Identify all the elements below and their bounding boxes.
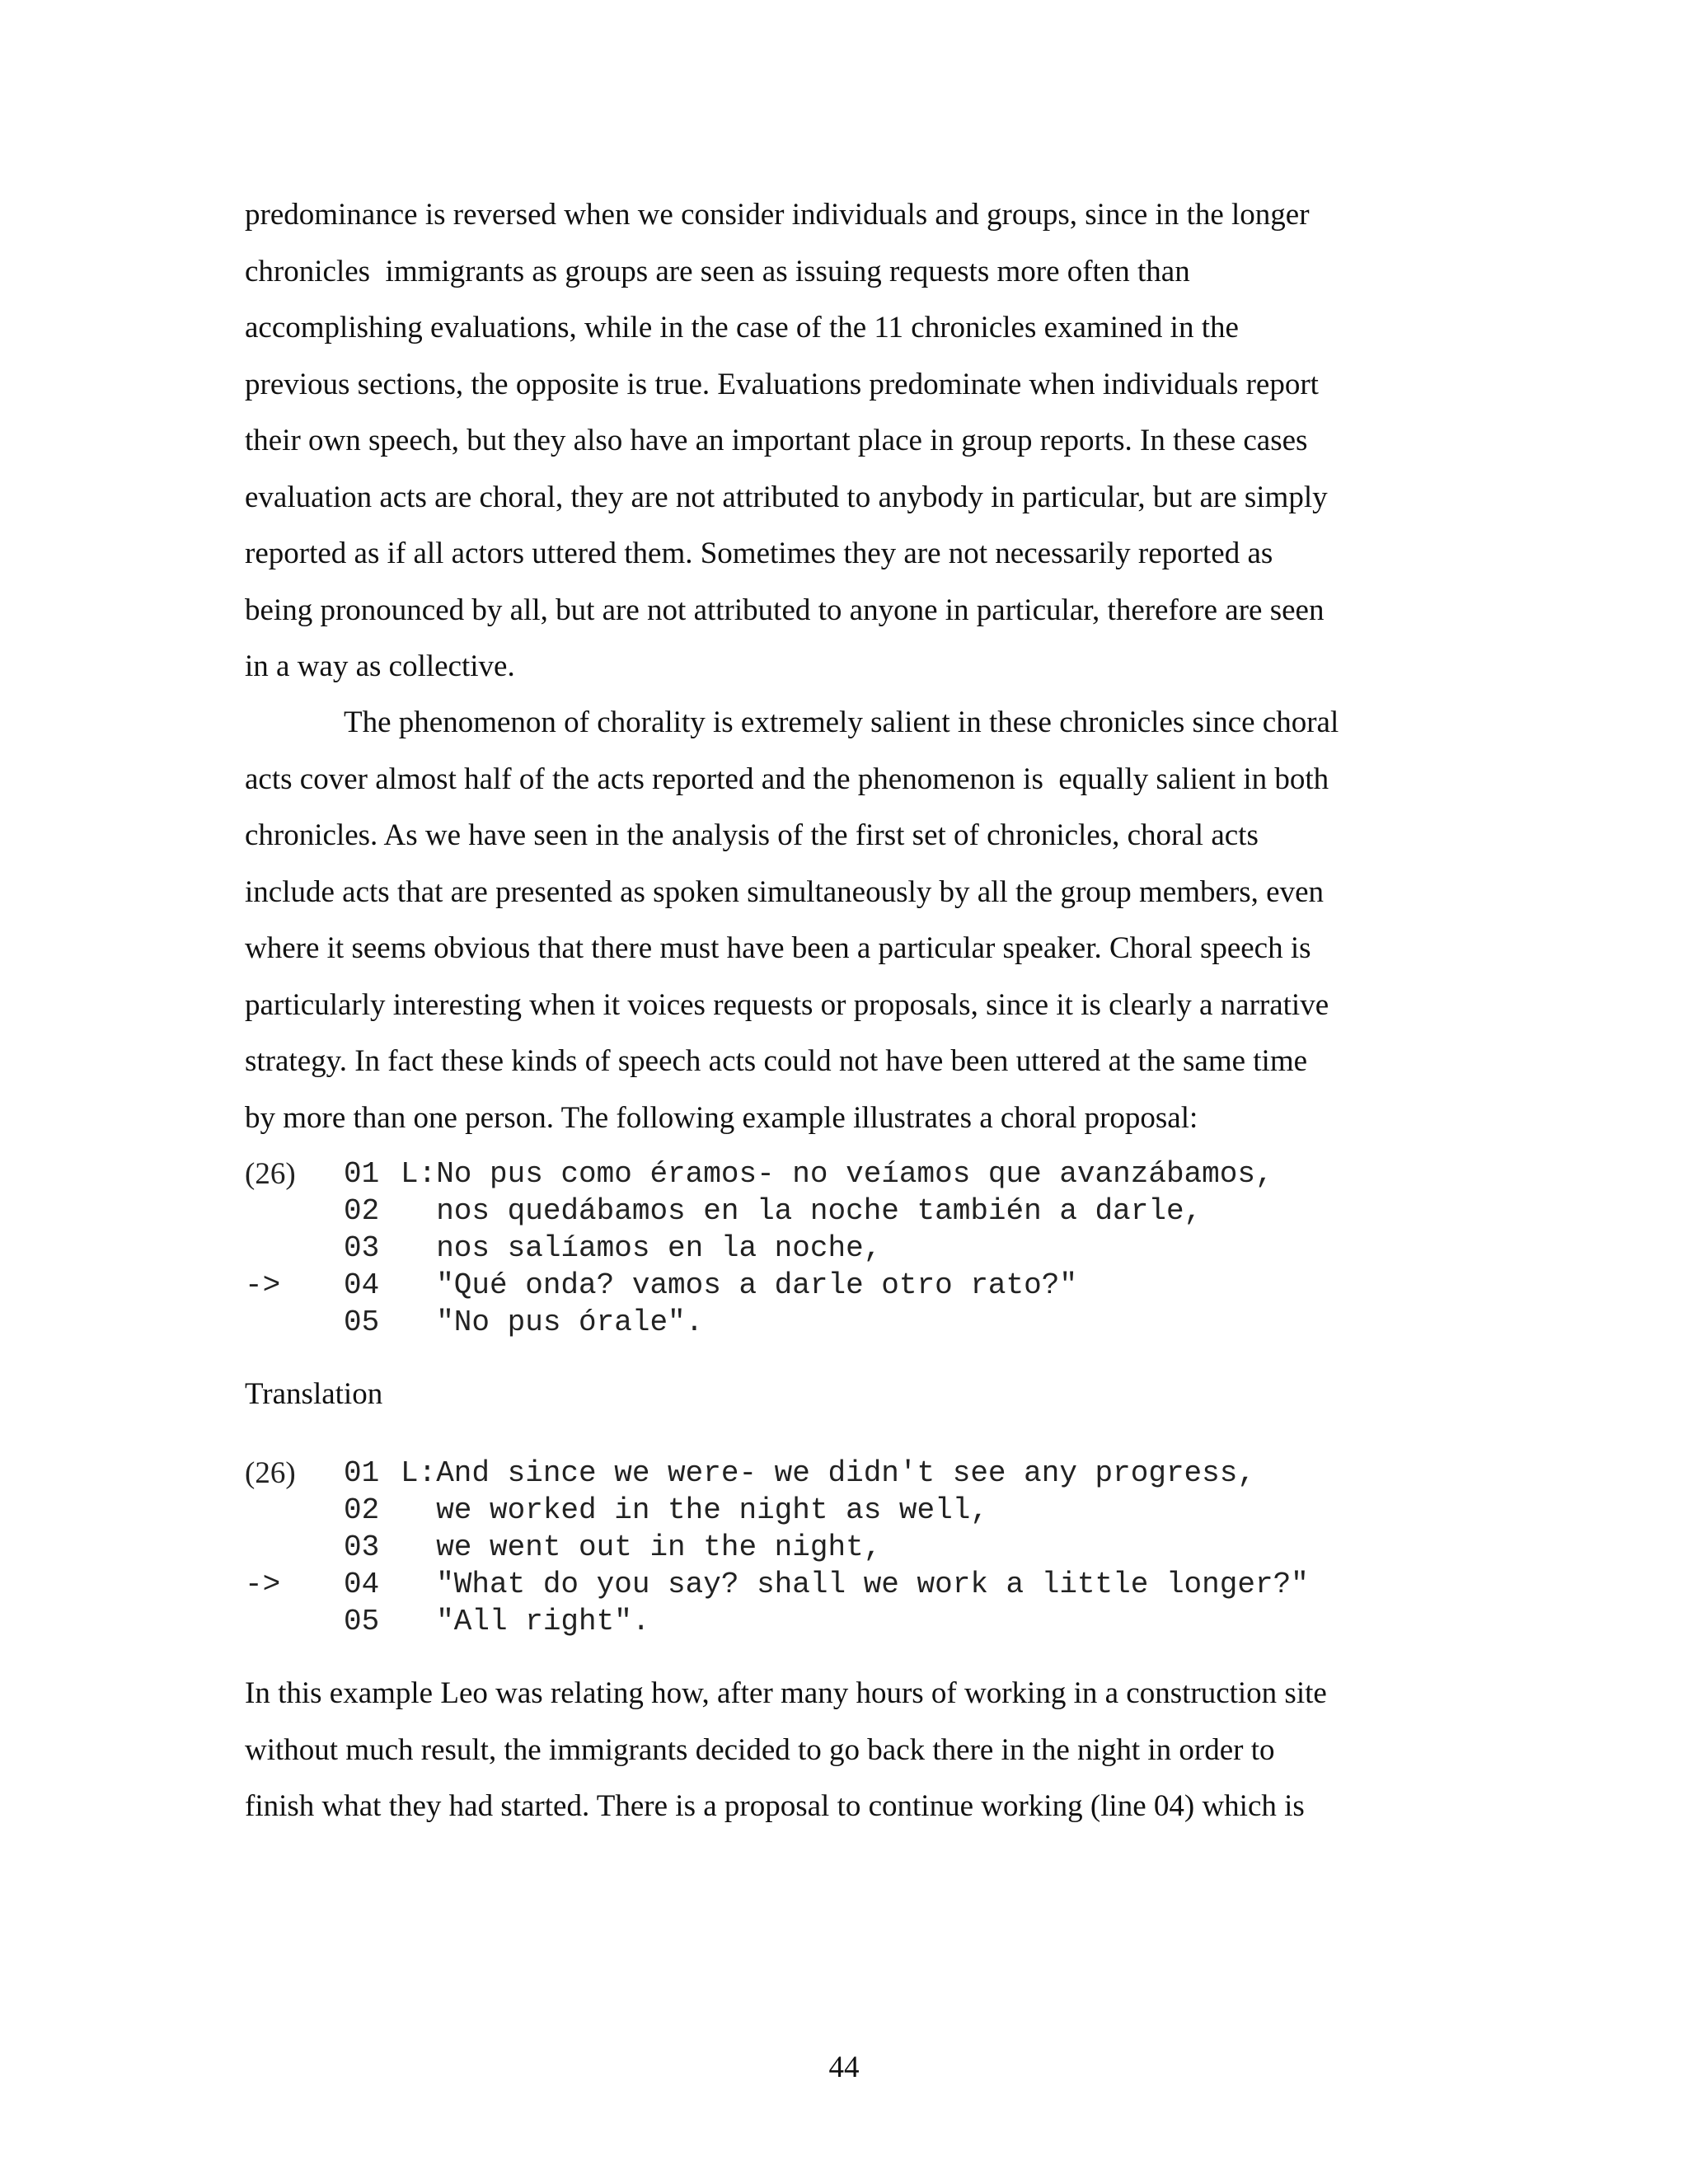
page-number: 44 (828, 2050, 860, 2084)
transcript-original (245, 1155, 1440, 1341)
line-number: 05 (344, 1605, 380, 1638)
line-number: 05 (344, 1305, 380, 1339)
text-line: their own speech, but they also have an important place in group reports. In these cases (245, 424, 1308, 457)
text-line: finish what they had started. There is a proposal to continue working (line 04) which is (245, 1789, 1305, 1823)
transcript-line (245, 1155, 1440, 1193)
line-text: we worked in the night as well, (401, 1493, 988, 1527)
text-line: The phenomenon of chorality is extremely salient in these chronicles since choral (344, 705, 1339, 739)
line-text: "Qué onda? vamos a darle otro rato?" (401, 1268, 1077, 1302)
text-line: accomplishing evaluations, while in the case of the 11 chronicles examined in the (245, 311, 1239, 344)
line-text: L:No pus como éramos- no veíamos que avanzábamos, (401, 1157, 1273, 1191)
text-line: where it seems obvious that there must have been a particular speaker. Choral speech is (245, 931, 1311, 965)
text-line: In this example Leo was relating how, after many hours of working in a construction site (245, 1676, 1327, 1710)
text-line: being pronounced by all, but are not attributed to anyone in particular, therefore are seen (245, 593, 1325, 627)
text-line: include acts that are presented as spoken simultaneously by all the group members, even (245, 874, 1325, 909)
transcript-line (245, 1529, 1440, 1566)
arrow-marker: -> (245, 1268, 281, 1302)
transcript-line (245, 1193, 1440, 1230)
text-line: strategy. In fact these kinds of speech acts could not have been uttered at the same time (245, 1044, 1308, 1078)
line-text: "All right". (401, 1605, 650, 1638)
text-line: particularly interesting when it voices requests or proposals, since it is clearly a narrative (245, 987, 1329, 1022)
line-number: 01 (344, 1456, 380, 1490)
line-number: 01 (344, 1157, 380, 1191)
transcript-line (245, 1304, 1440, 1341)
text-line: in a way as collective. (245, 649, 515, 683)
line-number: 04 (344, 1568, 380, 1601)
transcript-line (245, 1230, 1440, 1267)
body-paragraph-3 (245, 1666, 1415, 1835)
text-line: predominance is reversed when we consider individuals and groups, since in the longer (245, 198, 1310, 232)
transcript-line (245, 1566, 1440, 1603)
text-line: reported as if all actors uttered them. Sometimes they are not necessarily reported as (245, 537, 1273, 570)
text-line: by more than one person. The following example illustrates a choral proposal: (245, 1100, 1198, 1135)
transcript-line (245, 1492, 1440, 1529)
transcript-line (245, 1267, 1440, 1304)
text-line: previous sections, the opposite is true. Evaluations predominate when individuals report (245, 367, 1319, 401)
line-number: 03 (344, 1231, 380, 1265)
translation-heading: Translation (245, 1377, 383, 1411)
text-line: chronicles. As we have seen in the analysis of the first set of chronicles, choral acts (245, 818, 1259, 852)
line-text: "No pus órale". (401, 1305, 704, 1339)
text-line: acts cover almost half of the acts reported and the phenomenon is equally salient in both (245, 762, 1329, 796)
transcript-translation (245, 1455, 1440, 1640)
line-text: we went out in the night, (401, 1530, 882, 1564)
line-text: nos quedábamos en la noche también a darle, (401, 1194, 1203, 1228)
text-line: without much result, the immigrants decided to go back there in the night in order to (245, 1732, 1275, 1767)
example-number: (26) (245, 1157, 296, 1191)
line-text: "What do you say? shall we work a little longer?" (401, 1568, 1309, 1601)
line-number: 02 (344, 1493, 380, 1527)
text-line: chronicles immigrants as groups are seen as issuing requests more often than (245, 254, 1190, 288)
body-paragraph-1 (245, 187, 1415, 696)
line-text: L:And since we were- we didn't see any progress, (401, 1456, 1255, 1490)
line-number: 02 (344, 1194, 380, 1228)
arrow-marker: -> (245, 1568, 281, 1601)
example-number: (26) (245, 1456, 296, 1490)
transcript-line (245, 1455, 1440, 1492)
line-text: nos salíamos en la noche, (401, 1231, 882, 1265)
line-number: 04 (344, 1268, 380, 1302)
body-paragraph-2 (245, 695, 1415, 1146)
transcript-line (245, 1603, 1440, 1640)
line-number: 03 (344, 1530, 380, 1564)
text-line: evaluation acts are choral, they are not attributed to anybody in particular, but are simply (245, 480, 1328, 514)
